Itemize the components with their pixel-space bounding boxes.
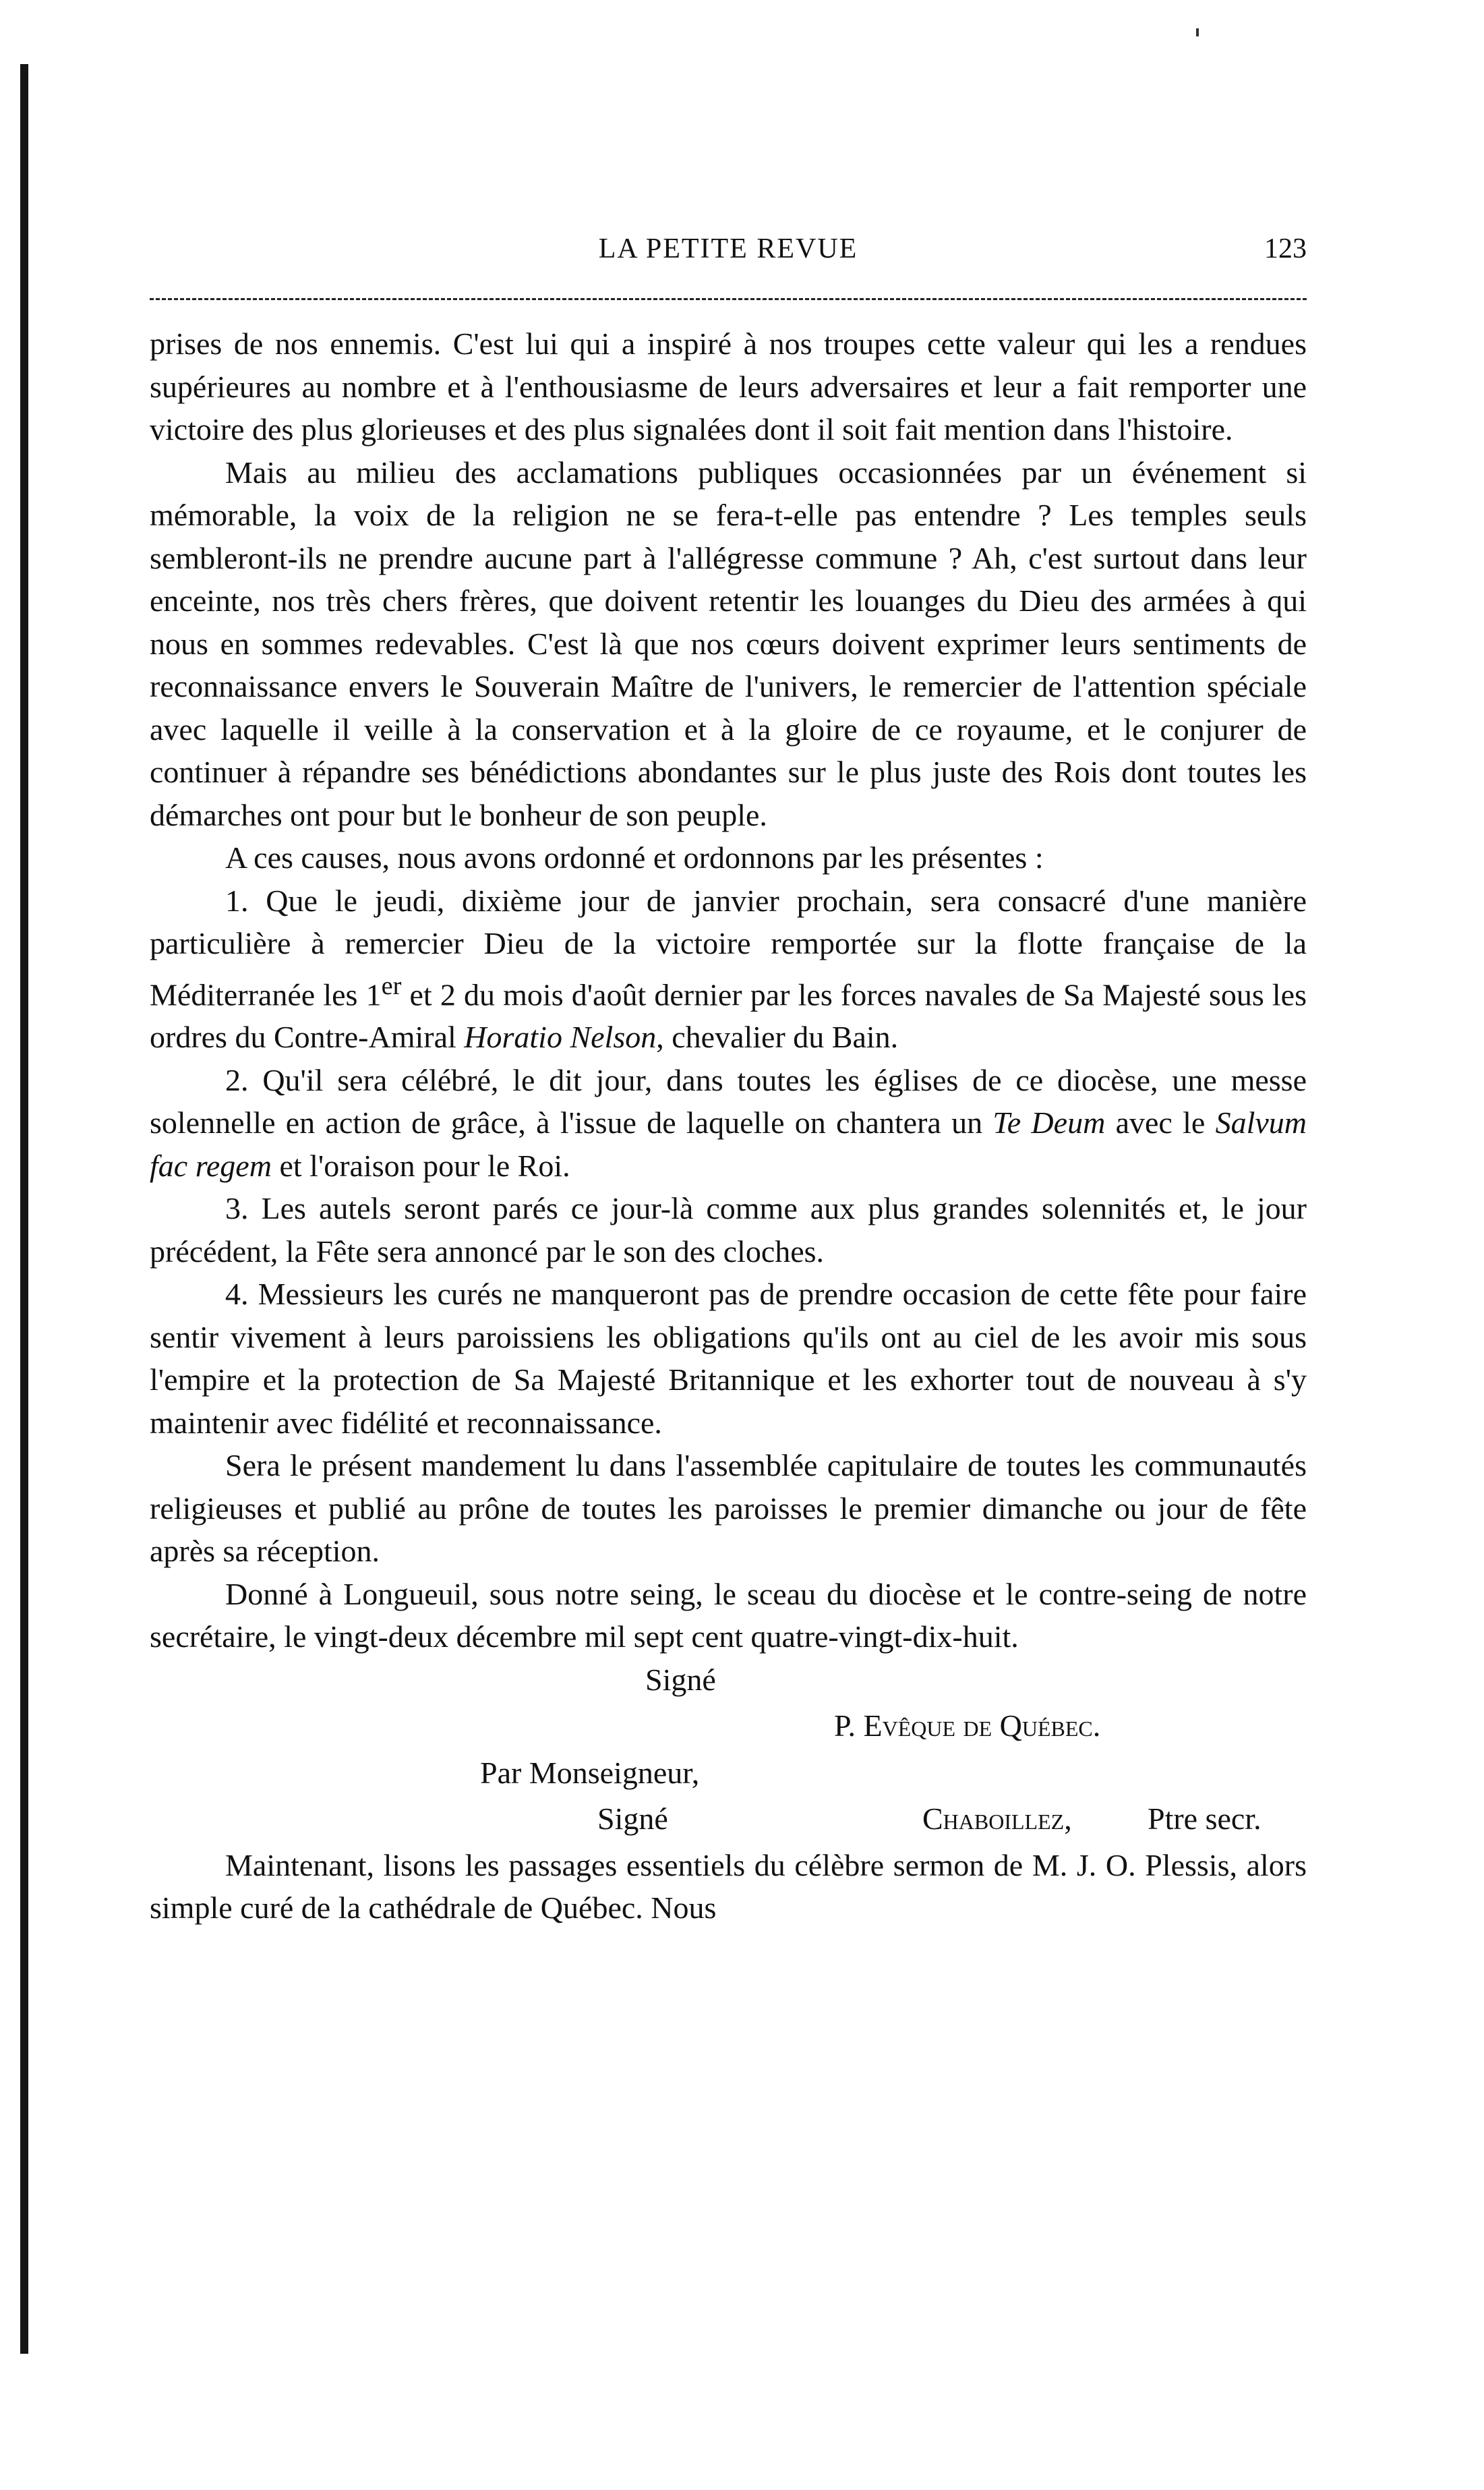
article-2	[150, 1059, 1307, 1188]
page-binding-edge	[20, 64, 28, 2354]
admiral-name: Horatio Nelson	[464, 1020, 657, 1055]
article-1	[150, 879, 1307, 1059]
article-2-text-cont: avec le	[1105, 1105, 1216, 1140]
secretary-title: Ptre secr.	[1148, 1801, 1262, 1836]
article-2-text-end: et l'oraison pour le Roi.	[271, 1148, 570, 1183]
page-body	[150, 322, 1307, 1930]
signe-label: Signé	[645, 1662, 716, 1697]
par-monseigneur: Par Monseigneur,	[480, 1755, 700, 1790]
publication-paragraph: Sera le présent mandement lu dans l'assemblée capitulaire de toutes les communautés religieuses et publié au prône de toutes les paroisses le premier dimanche ou jour de fête après sa réception.	[150, 1448, 1307, 1569]
running-header	[150, 233, 1307, 273]
signe-label-2: Signé	[597, 1801, 668, 1836]
paragraph: prises de nos ennemis. C'est lui qui a inspiré à nos troupes cette valeur qui les a rendues supérieures au nombre et à l'enthousiasme de leurs adversaires et leur a fait remporter une victoire des plus glorieuses et des plus signalées dont il soit fait mention dans l'histoire.	[150, 326, 1307, 446]
te-deum: Te Deum	[992, 1105, 1106, 1140]
article-4: 4. Messieurs les curés ne manqueront pas de prendre occasion de cette fête pour faire sentir vivement à leurs paroissiens les obligations qu'ils ont au ciel de les avoir mis sous l'empire et la protection de Sa Majesté Britannique et les exhorter tout de nouveau à s'y maintenir avec fidélité et reconnaissance.	[150, 1277, 1307, 1440]
running-title: LA PETITE REVUE	[598, 233, 858, 264]
paragraph: A ces causes, nous avons ordonné et ordonnons par les présentes :	[225, 840, 1044, 875]
article-1-superscript: er	[381, 971, 402, 1000]
bishop-signature: P. Evêque de Québec.	[834, 1708, 1101, 1743]
article-1-text: 1. Que le jeudi, dixième jour de janvier prochain, sera consacré d'une manière particulière à remercier Dieu de la victoire remportée sur la flotte française de la Méditerranée les 1	[150, 883, 1307, 1012]
paragraph: Mais au milieu des acclamations publiques occasionnées par un événement si mémorable, la voix de la religion ne se fera-t-elle pas entendre ? Les temples seuls sembleront-ils ne prendre aucune part à l'allégresse commune ? Ah, c'est surtout dans leur enceinte, nos très chers frères, que doivent retentir les louanges du Dieu des armées à qui nous en sommes redevables. C'est là que nos cœurs doivent exprimer leurs sentiments de reconnaissance envers le Souverain Maître de l'univers, le remercier de l'attention spéciale avec laquelle il veille à la conservation et à la gloire de ce royaume, et le conjurer de continuer à répandre ses bénédictions abondantes sur le plus juste des Rois dont toutes les démarches ont pour but le bonheur de son peuple.	[150, 455, 1307, 832]
given-at-paragraph: Donné à Longueuil, sous notre seing, le sceau du diocèse et le contre-seing de notre secrétaire, le vingt-deux décembre mil sept cent quatre-vingt-dix-huit.	[150, 1576, 1307, 1654]
article-1-text-end: , chevalier du Bain.	[656, 1020, 899, 1055]
signature-block	[150, 1658, 1307, 1844]
header-rule	[150, 298, 1307, 300]
closing-paragraph: Maintenant, lisons les passages essentiels du célèbre sermon de M. J. O. Plessis, alors simple curé de la cathédrale de Québec. Nous	[150, 1847, 1307, 1926]
article-1-text-cont: et 2 du mois d'août dernier par les forces navales de Sa Majesté sous les ordres du Contre-Amiral	[150, 977, 1307, 1055]
article-2-text: 2. Qu'il sera célébré, le dit jour, dans toutes les églises de ce diocèse, une messe solennelle en action de grâce, à l'issue de laquelle on chantera un	[150, 1062, 1307, 1140]
article-3: 3. Les autels seront parés ce jour-là comme aux plus grandes solennités et, le jour précédent, la Fête sera annoncé par le son des cloches.	[150, 1191, 1307, 1269]
salvum-fac-regem: Salvum fac regem	[150, 1105, 1307, 1183]
secretary-name: Chaboillez,	[922, 1801, 1072, 1836]
page-number: 123	[1264, 233, 1307, 264]
page-edge-mark	[1196, 28, 1199, 36]
